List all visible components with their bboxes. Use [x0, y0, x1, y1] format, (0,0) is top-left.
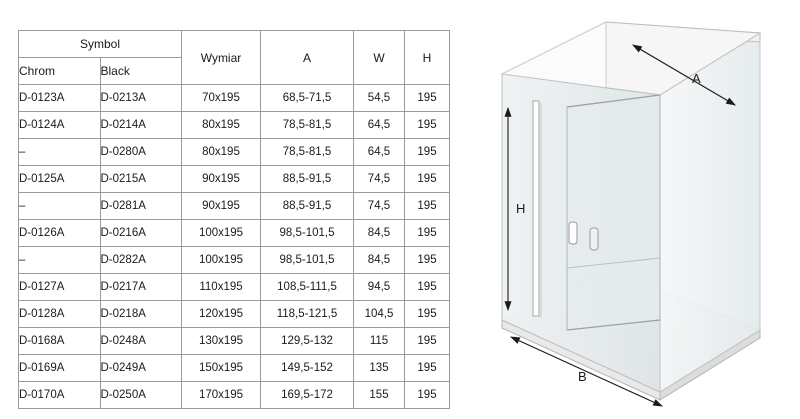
- cell-wymiar: 120x195: [182, 301, 261, 328]
- cell-w: 74,5: [354, 166, 405, 193]
- cell-black: D-0214A: [100, 112, 182, 139]
- cell-black: D-0215A: [100, 166, 182, 193]
- cell-h: 195: [405, 166, 450, 193]
- header-w: W: [354, 31, 405, 85]
- door-handle-left: [569, 222, 577, 244]
- table-row: [19, 247, 450, 274]
- header-wymiar: Wymiar: [182, 31, 261, 85]
- cell-wymiar: 110x195: [182, 274, 261, 301]
- cell-h: 195: [405, 220, 450, 247]
- header-h: H: [405, 31, 450, 85]
- dimension-h-label: H: [516, 201, 526, 216]
- cell-h: 195: [405, 382, 450, 409]
- table-row: [19, 355, 450, 382]
- cell-wymiar: 90x195: [182, 193, 261, 220]
- cell-w: 155: [354, 382, 405, 409]
- table-row: [19, 166, 450, 193]
- cell-w: 115: [354, 328, 405, 355]
- cell-h: 195: [405, 85, 450, 112]
- cell-chrom: D-0170A: [19, 382, 101, 409]
- cell-a: 108,5-111,5: [261, 274, 354, 301]
- cell-black: D-0250A: [100, 382, 182, 409]
- cell-h: 195: [405, 139, 450, 166]
- cell-a: 78,5-81,5: [261, 112, 354, 139]
- cell-w: 64,5: [354, 139, 405, 166]
- cell-h: 195: [405, 247, 450, 274]
- cell-h: 195: [405, 328, 450, 355]
- cell-wymiar: 70x195: [182, 85, 261, 112]
- dimension-b-label: B: [578, 369, 587, 384]
- cell-w: 104,5: [354, 301, 405, 328]
- cell-black: D-0248A: [100, 328, 182, 355]
- cell-black: D-0217A: [100, 274, 182, 301]
- specification-table-container: [18, 30, 450, 409]
- cell-black: D-0249A: [100, 355, 182, 382]
- cell-wymiar: 80x195: [182, 139, 261, 166]
- cell-wymiar: 130x195: [182, 328, 261, 355]
- cell-chrom: D-0128A: [19, 301, 101, 328]
- cell-chrom: D-0127A: [19, 274, 101, 301]
- shower-enclosure-drawing: [470, 0, 800, 419]
- table-row: [19, 85, 450, 112]
- cell-a: 129,5-132: [261, 328, 354, 355]
- table-body: [19, 85, 450, 409]
- cell-w: 64,5: [354, 112, 405, 139]
- cell-h: 195: [405, 274, 450, 301]
- cell-w: 84,5: [354, 247, 405, 274]
- table-row: [19, 274, 450, 301]
- cell-wymiar: 80x195: [182, 112, 261, 139]
- cell-w: 74,5: [354, 193, 405, 220]
- table-head: [19, 31, 450, 85]
- cell-w: 84,5: [354, 220, 405, 247]
- cell-w: 54,5: [354, 85, 405, 112]
- cell-wymiar: 100x195: [182, 247, 261, 274]
- cell-wymiar: 90x195: [182, 166, 261, 193]
- cell-chrom: D-0169A: [19, 355, 101, 382]
- cell-a: 149,5-152: [261, 355, 354, 382]
- cell-wymiar: 100x195: [182, 220, 261, 247]
- cell-chrom: –: [19, 247, 101, 274]
- cell-chrom: D-0126A: [19, 220, 101, 247]
- cell-black: D-0218A: [100, 301, 182, 328]
- table-row: [19, 301, 450, 328]
- cell-chrom: –: [19, 139, 101, 166]
- table-row: [19, 139, 450, 166]
- cell-a: 68,5-71,5: [261, 85, 354, 112]
- cell-black: D-0282A: [100, 247, 182, 274]
- cell-h: 195: [405, 112, 450, 139]
- cell-w: 94,5: [354, 274, 405, 301]
- table-row: [19, 220, 450, 247]
- cell-a: 98,5-101,5: [261, 247, 354, 274]
- cell-h: 195: [405, 301, 450, 328]
- cell-chrom: D-0125A: [19, 166, 101, 193]
- table-row: [19, 382, 450, 409]
- cell-chrom: D-0168A: [19, 328, 101, 355]
- table-row: [19, 112, 450, 139]
- cell-a: 88,5-91,5: [261, 193, 354, 220]
- cell-h: 195: [405, 193, 450, 220]
- header-symbol: Symbol: [19, 31, 182, 58]
- cell-wymiar: 170x195: [182, 382, 261, 409]
- door-handle-right: [590, 228, 598, 250]
- cell-a: 78,5-81,5: [261, 139, 354, 166]
- header-a: A: [261, 31, 354, 85]
- cell-w: 135: [354, 355, 405, 382]
- cell-black: D-0213A: [100, 85, 182, 112]
- table-row: [19, 328, 450, 355]
- cell-h: 195: [405, 355, 450, 382]
- cell-wymiar: 150x195: [182, 355, 261, 382]
- cell-a: 169,5-172: [261, 382, 354, 409]
- cell-chrom: –: [19, 193, 101, 220]
- cell-a: 118,5-121,5: [261, 301, 354, 328]
- specification-table: [18, 30, 450, 409]
- cell-black: D-0281A: [100, 193, 182, 220]
- cell-chrom: D-0123A: [19, 85, 101, 112]
- table-row: [19, 193, 450, 220]
- cell-black: D-0280A: [100, 139, 182, 166]
- cell-chrom: D-0124A: [19, 112, 101, 139]
- cell-a: 88,5-91,5: [261, 166, 354, 193]
- header-chrom: Chrom: [19, 58, 101, 85]
- header-black: Black: [100, 58, 182, 85]
- cell-a: 98,5-101,5: [261, 220, 354, 247]
- table-header-row-1: [19, 31, 450, 58]
- dimension-a-label: A: [692, 71, 701, 86]
- cell-black: D-0216A: [100, 220, 182, 247]
